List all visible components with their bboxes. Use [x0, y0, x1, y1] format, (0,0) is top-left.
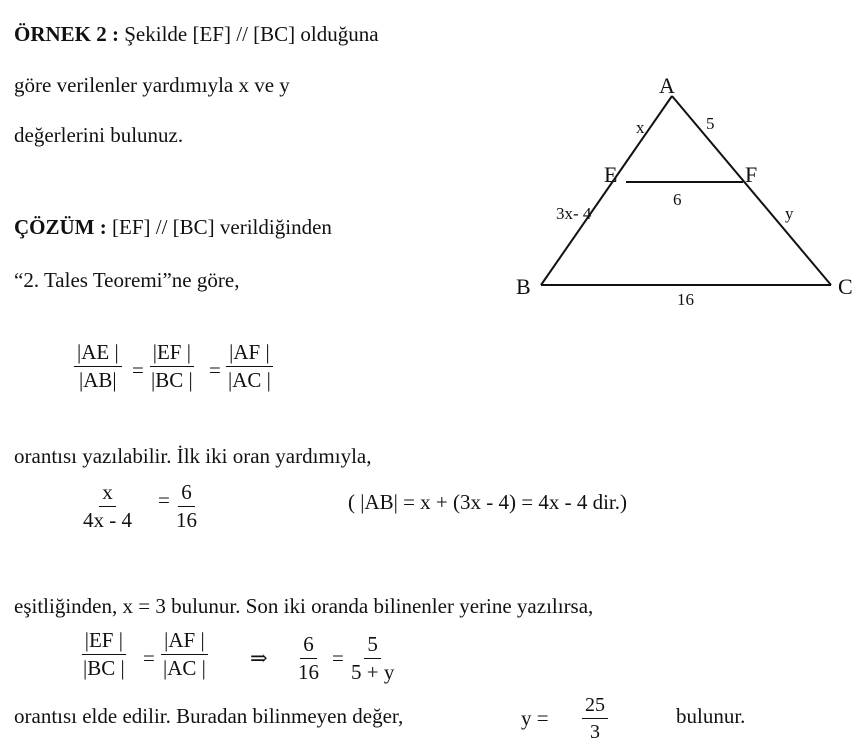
equals-sign: = — [158, 488, 170, 512]
label-eb: 3x- 4 — [556, 204, 592, 223]
implies-arrow: ⇒ — [250, 646, 268, 670]
fraction-numerator: |AF | — [226, 342, 273, 367]
label-fc: y — [785, 204, 794, 223]
label-bc: 16 — [677, 290, 694, 309]
vertex-b-label: B — [516, 274, 531, 299]
equals-sign: = — [209, 358, 221, 382]
fraction-numerator: |AE | — [74, 342, 122, 367]
fraction-numerator: |EF | — [82, 630, 126, 655]
fraction-denominator: 16 — [298, 660, 319, 684]
equals-sign: = — [143, 646, 155, 670]
bulunur-word: bulunur. — [676, 704, 746, 728]
side-ab — [541, 96, 672, 285]
side-ac — [672, 96, 831, 285]
fraction-numerator: 25 — [582, 695, 608, 719]
vertex-e-label: E — [604, 162, 618, 187]
fraction-denominator: 16 — [176, 508, 197, 532]
solution-line1: [EF] // [BC] verildiğinden — [112, 215, 332, 239]
label-ae: x — [636, 118, 645, 137]
label-ef: 6 — [673, 190, 682, 209]
fraction-denominator: |BC | — [83, 656, 125, 680]
fraction-numerator: 6 — [300, 634, 317, 659]
fraction-numerator: |EF | — [150, 342, 194, 367]
example-header: ÖRNEK 2 : — [14, 22, 119, 46]
equals-sign: = — [132, 358, 144, 382]
problem-line2: göre verilenler yardımıyla x ve y — [14, 73, 290, 97]
fraction-denominator: |AC | — [228, 368, 271, 392]
label-af: 5 — [706, 114, 715, 133]
fraction-denominator: |AB| — [79, 368, 117, 392]
fraction-numerator: 5 — [364, 634, 381, 659]
problem-line1: Şekilde [EF] // [BC] olduğuna — [124, 22, 379, 46]
vertex-a-label: A — [659, 73, 675, 98]
solution-line2: “2. Tales Teoremi”ne göre, — [14, 268, 240, 292]
vertex-c-label: C — [838, 274, 853, 299]
vertex-f-label: F — [745, 162, 758, 187]
y-equals: y = — [521, 706, 549, 730]
equals-sign: = — [332, 646, 344, 670]
fraction-denominator: |AC | — [163, 656, 206, 680]
fraction-denominator: 4x - 4 — [83, 508, 132, 532]
fraction-denominator: 3 — [590, 721, 600, 743]
text-x-result: eşitliğinden, x = 3 bulunur. Son iki oranda bilinenler yerine yazılırsa, — [14, 594, 594, 618]
fraction-numerator: 6 — [178, 482, 195, 507]
fraction-numerator: x — [99, 482, 116, 507]
problem-line3: değerlerini bulunuz. — [14, 123, 184, 147]
fraction-denominator: |BC | — [151, 368, 193, 392]
solution-header: ÇÖZÜM : — [14, 215, 107, 239]
fraction-denominator: 5 + y — [351, 660, 395, 684]
text-proportion: orantısı yazılabilir. İlk iki oran yardımıyla, — [14, 444, 372, 468]
text-final: orantısı elde edilir. Buradan bilinmeyen değer, — [14, 704, 404, 728]
fraction-numerator: |AF | — [161, 630, 208, 655]
ab-length-note: ( |AB| = x + (3x - 4) = 4x - 4 dir.) — [348, 490, 627, 514]
